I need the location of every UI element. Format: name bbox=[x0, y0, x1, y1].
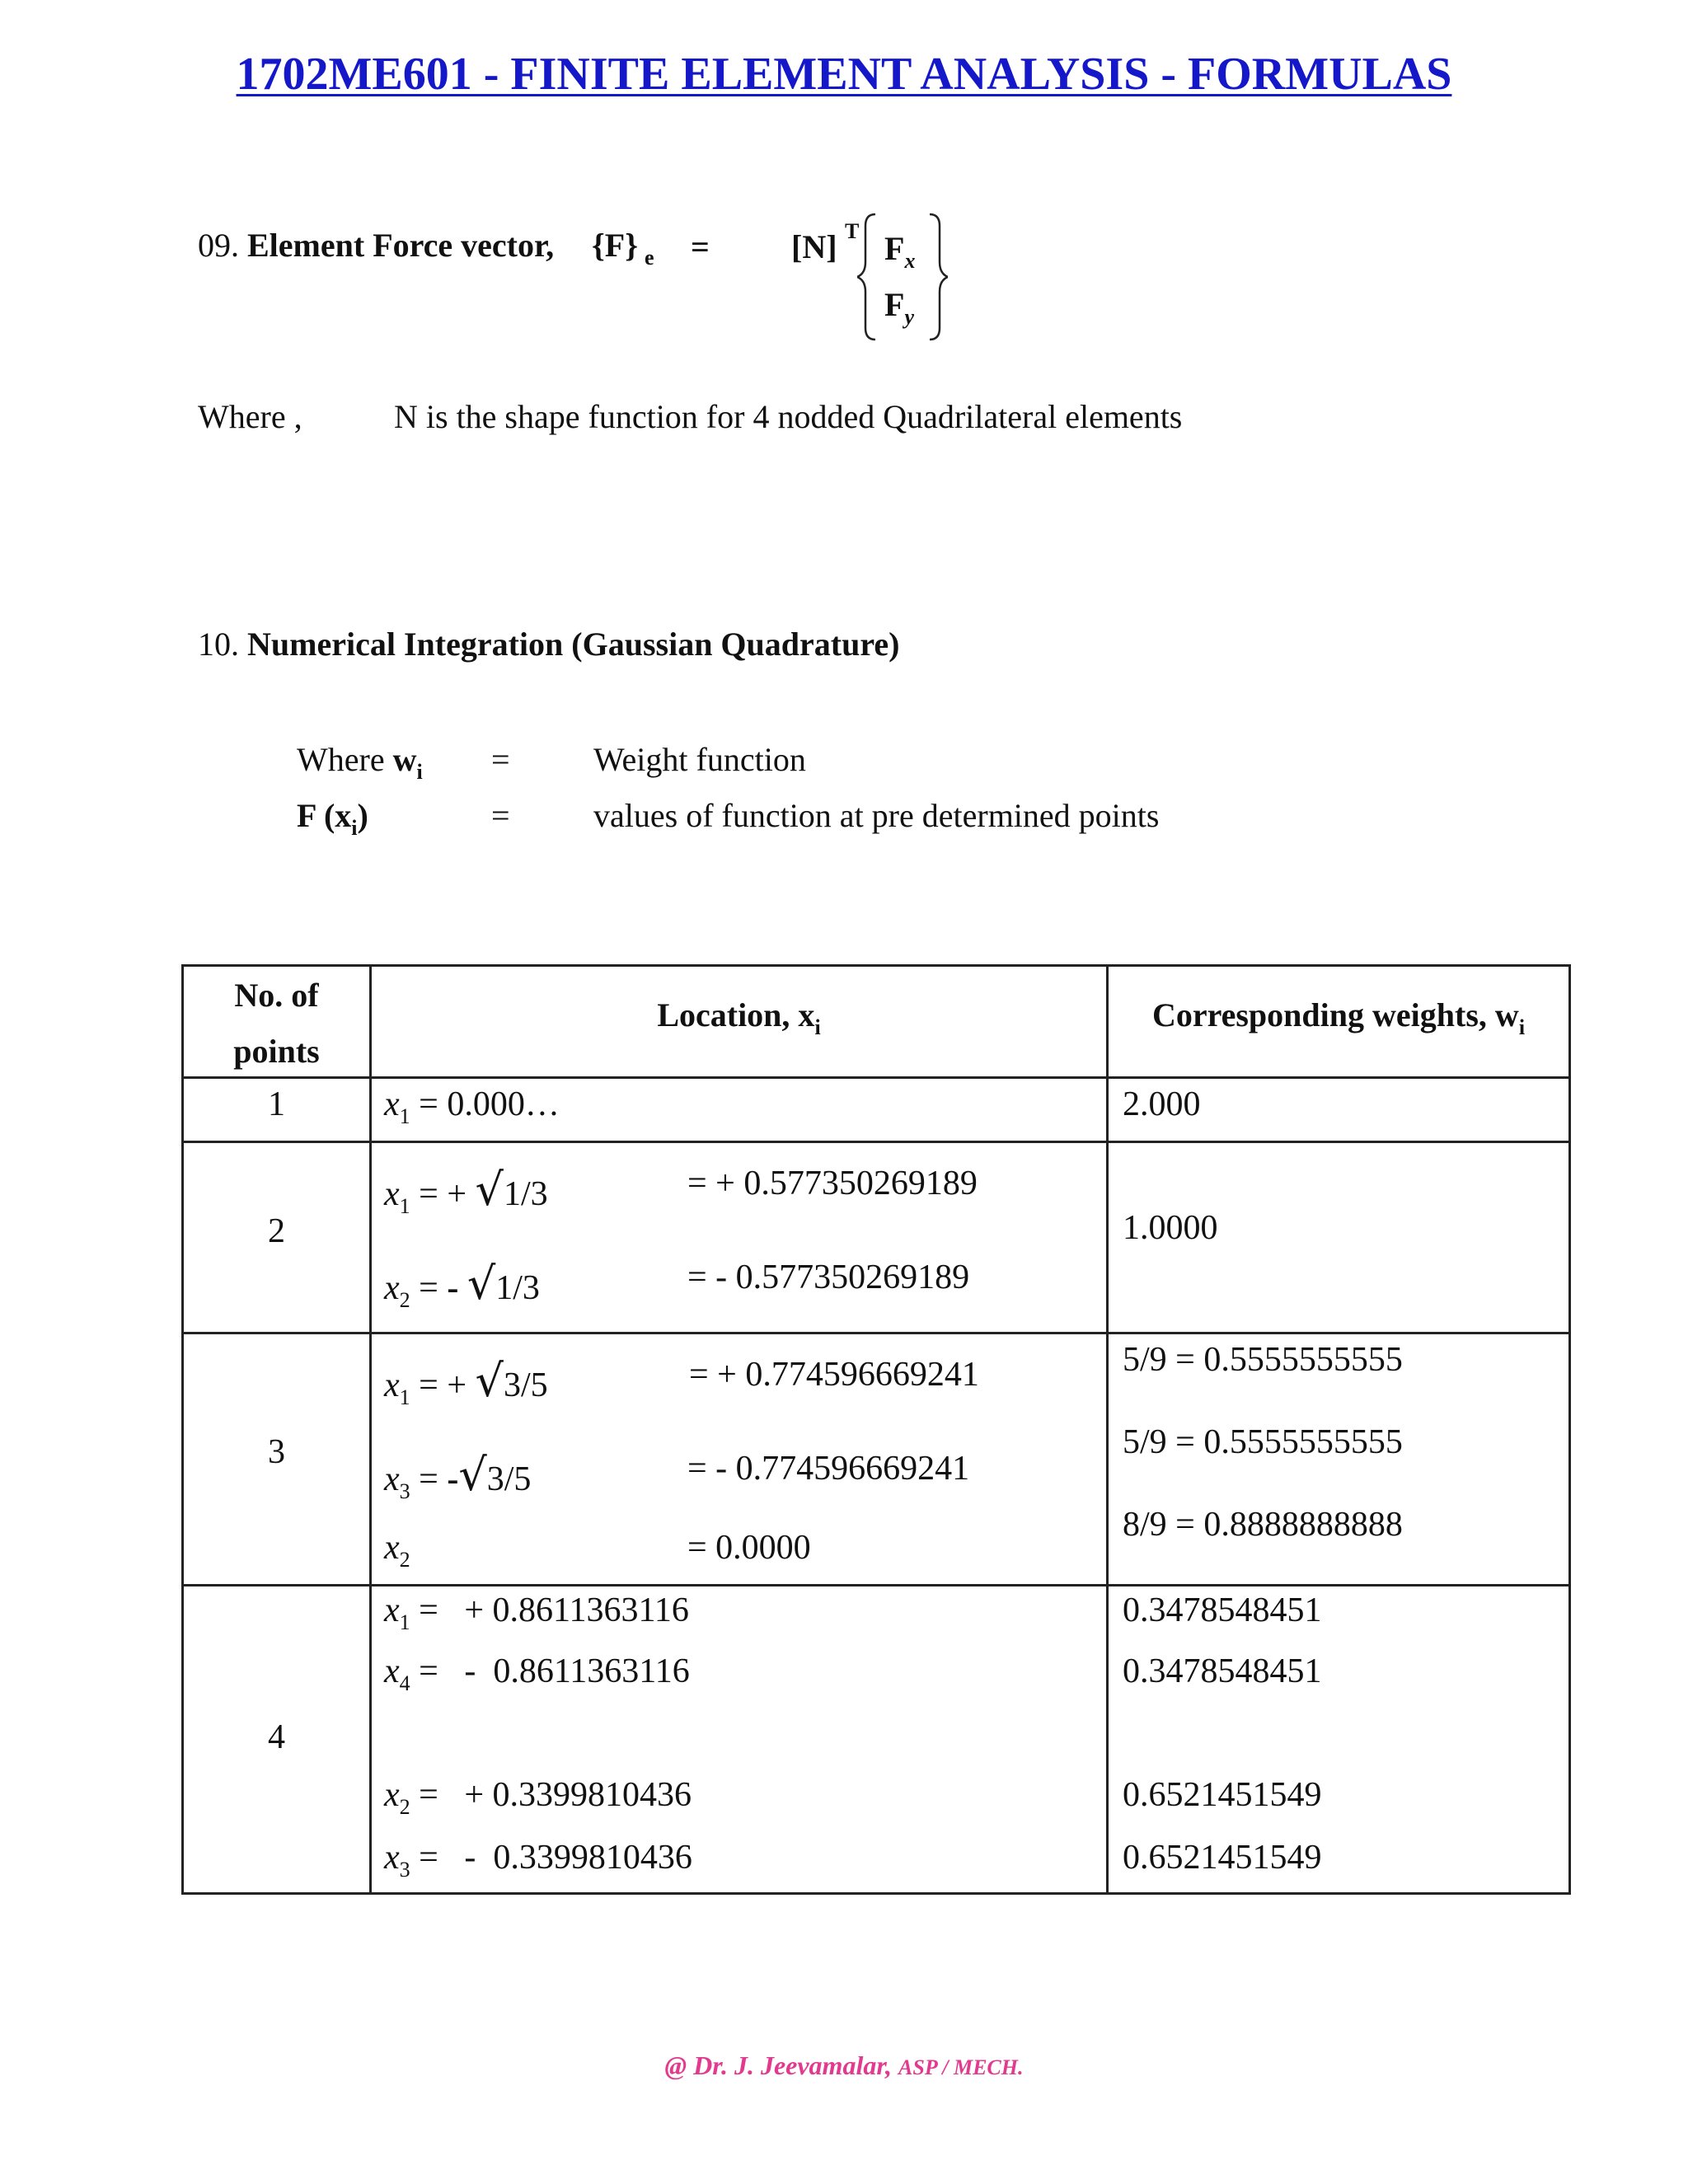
row4-c-sub: 2 bbox=[399, 1795, 410, 1819]
row3-b-sub: 3 bbox=[399, 1479, 410, 1503]
row4-a-var: x bbox=[384, 1591, 400, 1629]
header-no-of-points bbox=[184, 968, 369, 1080]
w-subscript: i bbox=[416, 760, 423, 784]
row3-b-radical: √ bbox=[458, 1449, 487, 1501]
footer-designation: ASP / MECH. bbox=[898, 2055, 1024, 2079]
row3-a-sub: 1 bbox=[399, 1385, 410, 1409]
row3-c-sub: 2 bbox=[399, 1548, 410, 1572]
row4-location-c bbox=[384, 1775, 692, 1820]
header-location bbox=[372, 996, 1106, 1040]
row2-b-sign: - bbox=[447, 1269, 459, 1307]
row4-location-d bbox=[384, 1838, 692, 1882]
equals-sign: = bbox=[691, 228, 710, 265]
force-symbol: {F} bbox=[592, 227, 638, 264]
row2-b-sub: 2 bbox=[399, 1288, 410, 1312]
row3-a-radical: √ bbox=[475, 1355, 504, 1407]
shape-function-description: N is the shape function for 4 nodded Quadrilateral elements bbox=[394, 398, 1183, 435]
row1-weight: 2.000 bbox=[1123, 1085, 1201, 1123]
author-footer bbox=[0, 2050, 1688, 2081]
row3-a-var: x bbox=[384, 1366, 400, 1404]
row3-weight-2: 5/9 = 0.5555555555 bbox=[1123, 1423, 1403, 1461]
f-symbol: F (x bbox=[297, 797, 352, 834]
row1-location bbox=[384, 1085, 560, 1129]
force-y-component bbox=[884, 285, 914, 330]
page-title: 1702ME601 - FINITE ELEMENT ANALYSIS - FORMULAS bbox=[236, 49, 1452, 100]
section-09-title: Element Force vector, bbox=[247, 227, 555, 264]
row3-a-eq: = + bbox=[419, 1366, 467, 1404]
header-location-subscript: i bbox=[814, 1015, 821, 1039]
where-label: Where , bbox=[198, 398, 302, 435]
row3-value-b: = - 0.774596669241 bbox=[687, 1450, 970, 1488]
fx-symbol: F bbox=[884, 230, 905, 267]
shape-matrix: [N] bbox=[791, 228, 837, 265]
row4-c-var: x bbox=[384, 1776, 400, 1814]
row2-b-radical: √ bbox=[467, 1258, 496, 1310]
section-10-title: Numerical Integration (Gaussian Quadrature) bbox=[247, 626, 900, 663]
weight-equals: = bbox=[491, 741, 510, 778]
row4-d-var: x bbox=[384, 1839, 400, 1877]
section-10-number: 10. bbox=[198, 626, 239, 663]
row3-a-fraction: 3/5 bbox=[503, 1366, 548, 1404]
row4-weight-c: 0.6521451549 bbox=[1123, 1776, 1322, 1814]
row4-points: 4 bbox=[268, 1718, 285, 1756]
row3-points: 3 bbox=[268, 1433, 285, 1471]
row4-b-value: = - 0.8611363116 bbox=[419, 1652, 690, 1690]
row4-weight-a: 0.3478548451 bbox=[1123, 1591, 1322, 1629]
where-word: Where bbox=[297, 741, 385, 778]
row2-a-var: x bbox=[384, 1175, 400, 1213]
row1-x-var: x bbox=[384, 1085, 400, 1123]
row3-b-eq: = bbox=[419, 1460, 438, 1498]
row1-x-sub: 1 bbox=[399, 1104, 410, 1128]
row2-value-a: = + 0.577350269189 bbox=[687, 1165, 978, 1202]
row2-b-fraction: 1/3 bbox=[495, 1269, 540, 1307]
weight-description: Weight function bbox=[593, 741, 806, 778]
row2-a-sub: 1 bbox=[399, 1194, 410, 1218]
weight-definition-label bbox=[297, 740, 423, 785]
fy-symbol: F bbox=[884, 286, 905, 323]
row3-location-a bbox=[384, 1355, 548, 1410]
row1-x-value: = 0.000… bbox=[419, 1085, 560, 1123]
function-description: values of function at pre determined points bbox=[593, 797, 1160, 834]
force-vector-lhs bbox=[592, 226, 654, 270]
function-definition-label bbox=[297, 796, 368, 841]
row3-b-sign: - bbox=[447, 1460, 459, 1498]
row4-d-sub: 3 bbox=[399, 1858, 410, 1882]
header-location-text: Location, x bbox=[657, 996, 815, 1033]
row3-weight-1: 5/9 = 0.5555555555 bbox=[1123, 1341, 1403, 1379]
row4-location-b bbox=[384, 1652, 690, 1696]
row3-b-var: x bbox=[384, 1460, 400, 1498]
row4-c-value: = + 0.3399810436 bbox=[419, 1776, 692, 1814]
row4-weight-b: 0.3478548451 bbox=[1123, 1652, 1322, 1690]
fy-subscript: y bbox=[904, 305, 914, 329]
section-10-heading bbox=[198, 625, 899, 663]
force-subscript: e bbox=[644, 246, 654, 269]
row2-weight: 1.0000 bbox=[1123, 1209, 1218, 1247]
transpose-mark: T bbox=[845, 219, 860, 243]
row2-b-eq: = bbox=[419, 1269, 438, 1307]
header-weights-subscript: i bbox=[1518, 1015, 1526, 1039]
function-equals: = bbox=[491, 797, 510, 834]
row2-b-var: x bbox=[384, 1269, 400, 1307]
row3-location-c bbox=[384, 1528, 410, 1572]
w-symbol: w bbox=[392, 741, 417, 778]
header-weights bbox=[1109, 996, 1568, 1040]
row4-weight-d: 0.6521451549 bbox=[1123, 1839, 1322, 1877]
row2-a-fraction: 1/3 bbox=[503, 1175, 548, 1213]
row2-points: 2 bbox=[268, 1212, 285, 1250]
footer-author: @ Dr. J. Jeevamalar, bbox=[664, 2050, 893, 2080]
row2-location-a bbox=[384, 1164, 548, 1219]
row3-value-c: = 0.0000 bbox=[687, 1529, 811, 1567]
header-points-line2: points bbox=[233, 1033, 320, 1070]
row2-location-b bbox=[384, 1258, 540, 1313]
row4-b-sub: 4 bbox=[399, 1671, 410, 1695]
row1-points: 1 bbox=[268, 1085, 285, 1123]
row2-a-radical: √ bbox=[475, 1164, 504, 1216]
row3-weight-3: 8/9 = 0.8888888888 bbox=[1123, 1506, 1403, 1544]
row3-location-b bbox=[384, 1449, 531, 1504]
row3-value-a: = + 0.774596669241 bbox=[689, 1356, 979, 1394]
row4-a-value: = + 0.8611363116 bbox=[419, 1591, 689, 1629]
row4-d-value: = - 0.3399810436 bbox=[419, 1839, 692, 1877]
row4-b-var: x bbox=[384, 1652, 400, 1690]
header-points-line1: No. of bbox=[234, 977, 319, 1014]
row4-a-sub: 1 bbox=[399, 1610, 410, 1634]
header-weights-text: Corresponding weights, w bbox=[1151, 996, 1519, 1033]
section-09-number: 09. bbox=[198, 227, 239, 264]
row2-a-eq: = + bbox=[419, 1175, 467, 1213]
row3-c-var: x bbox=[384, 1529, 400, 1567]
section-09-heading bbox=[198, 226, 554, 265]
f-subscript: i bbox=[351, 816, 358, 840]
row2-value-b: = - 0.577350269189 bbox=[687, 1258, 970, 1296]
force-x-component bbox=[884, 229, 915, 274]
f-close-paren: ) bbox=[357, 797, 368, 834]
row4-location-a bbox=[384, 1591, 689, 1635]
fx-subscript: x bbox=[904, 249, 916, 273]
row3-b-fraction: 3/5 bbox=[486, 1460, 532, 1498]
